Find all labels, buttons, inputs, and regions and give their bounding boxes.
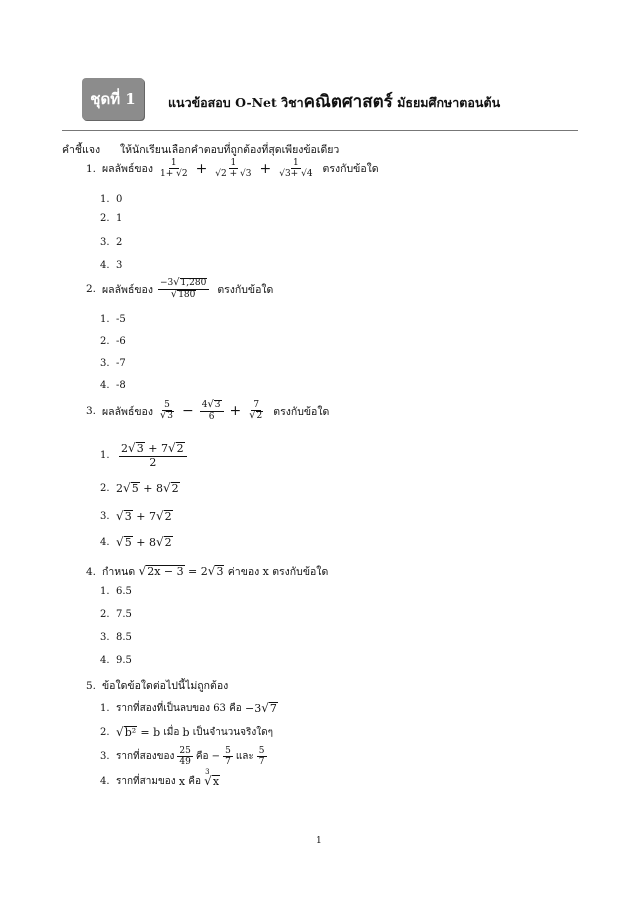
choice-text-2: คือ −	[195, 751, 221, 763]
fraction-25-49	[177, 746, 192, 768]
fraction-numerator: 5	[258, 746, 265, 756]
radicand: 5	[131, 482, 139, 495]
radicand: 7	[269, 701, 277, 715]
choice-5-4[interactable]	[100, 767, 220, 789]
radical-sign: √	[207, 563, 216, 578]
coefficient: 7	[148, 510, 156, 524]
fraction-numerator: 7	[253, 400, 260, 410]
fraction-denominator: 1+ √2	[159, 169, 188, 180]
choice-2-1[interactable]	[100, 314, 126, 325]
choice-text-2: เป็นจำนวนจริงใดๆ	[192, 727, 273, 738]
coefficient: 8	[148, 536, 156, 550]
minus-sign: −	[182, 403, 194, 420]
radicand: 2	[171, 482, 179, 495]
question-prefix: ผลลัพธ์ของ	[102, 405, 153, 418]
choice-text: 3	[116, 260, 123, 271]
choice-text: 8.5	[116, 632, 132, 643]
choice-number: 4.	[100, 776, 110, 787]
choice-number: 1.	[100, 586, 110, 597]
choice-text: 7.5	[116, 609, 132, 620]
radicand: 3	[216, 564, 224, 578]
radical-sign: √	[138, 563, 147, 578]
fraction-term-1	[158, 158, 190, 180]
question-suffix: ตรงกับข้อใด	[322, 163, 379, 176]
choice-number: 3.	[100, 632, 110, 643]
choice-text: 1	[116, 213, 123, 224]
set-badge: ชุดที่ 1	[82, 78, 144, 120]
choice-4-3[interactable]	[100, 632, 132, 643]
choice-1-2[interactable]	[100, 213, 122, 224]
fraction-numerator: 1	[293, 158, 299, 168]
instructions-label: คำชี้แจง	[62, 144, 101, 156]
choice-1-4[interactable]	[100, 260, 122, 271]
choice-number: 2.	[100, 483, 110, 495]
choice-4-2[interactable]	[100, 609, 132, 620]
choice-number: 3.	[100, 358, 110, 369]
choice-2-3[interactable]	[100, 358, 126, 369]
choice-2-4[interactable]	[100, 380, 126, 391]
fraction-numerator	[158, 278, 209, 290]
choice-number: 3.	[100, 751, 110, 763]
coefficient: 2	[121, 442, 128, 455]
radicand: 2	[164, 510, 172, 523]
coefficient: 7	[160, 442, 168, 455]
choice-text: 2	[116, 237, 123, 248]
instructions-text: ให้นักเรียนเลือกคำตอบที่ถูกต้องที่สุดเพียงข้อเดียว	[120, 144, 340, 156]
radical-sign: √	[162, 481, 171, 495]
choice-5-2[interactable]	[100, 725, 273, 740]
question-prefix: กำหนด	[102, 566, 136, 578]
fraction-numerator	[200, 400, 224, 412]
question-1	[86, 158, 379, 180]
choice-number: 4.	[100, 380, 110, 391]
choice-number: 3.	[100, 511, 110, 523]
choice-text: -7	[116, 358, 126, 369]
radicand: 1,280	[180, 278, 207, 288]
choice-fraction	[119, 442, 187, 469]
choice-number: 4.	[100, 537, 110, 549]
choice-3-3[interactable]: 3. √ 3 + 7 √ 2	[100, 509, 172, 524]
radical-sign: √	[116, 724, 124, 739]
radical-sign: √	[155, 509, 164, 523]
coefficient: −3	[244, 702, 262, 715]
radical-sign: √	[167, 441, 176, 455]
radicand: 2	[164, 536, 172, 549]
question-suffix: ตรงกับข้อใด	[272, 566, 329, 578]
radical-sign: √	[155, 535, 164, 549]
fraction-term-3	[247, 400, 265, 422]
choice-number: 1.	[100, 450, 110, 462]
question-4	[86, 563, 328, 580]
fraction-numerator: 25	[179, 746, 191, 756]
fraction-term-2	[213, 158, 253, 180]
choice-3-4[interactable]: 4. √ 5 + 8 √ 2	[100, 535, 172, 550]
plus-sign: +	[195, 160, 208, 177]
radical-sign: √	[159, 410, 167, 422]
page-number: 1	[316, 836, 322, 846]
title-part2: มัธยมศึกษาตอนต้น	[392, 95, 501, 110]
choice-number: 2.	[100, 727, 110, 738]
root-index: 3	[205, 767, 210, 776]
fraction-denominator: √2 + √3	[215, 169, 252, 180]
question-2	[86, 278, 273, 301]
radicand: 180	[178, 289, 196, 300]
radicand: 3	[167, 411, 173, 422]
choice-number: 1.	[100, 703, 110, 714]
choice-number: 1.	[100, 194, 110, 205]
radical-sign: √	[170, 288, 178, 300]
question-5	[86, 677, 228, 694]
variable: x	[262, 565, 269, 578]
question-3	[86, 400, 329, 422]
choice-text: รากที่สามของ	[116, 776, 176, 787]
fraction-denominator: 7	[258, 757, 265, 768]
choice-text: รากที่สองที่เป็นลบของ 63 คือ	[116, 703, 242, 714]
choice-4-1[interactable]	[100, 586, 132, 597]
question-number: 1.	[86, 162, 97, 175]
plus-sign: +	[259, 160, 272, 177]
fraction-term-3	[277, 158, 314, 180]
radical-sign: √	[128, 441, 136, 455]
plus-sign: +	[229, 403, 242, 420]
choice-number: 1.	[100, 314, 110, 325]
choice-number: 2.	[100, 213, 110, 224]
title-subject: คณิตศาสตร์	[303, 92, 393, 112]
choice-number: 4.	[100, 655, 110, 666]
equation-rhs: = 2	[188, 565, 208, 578]
question-text: ข้อใดข้อใดต่อไปนี้ไม่ถูกต้อง	[102, 680, 229, 692]
coefficient: 8	[155, 482, 163, 496]
fraction-denominator	[169, 290, 198, 301]
fraction-5-7	[257, 746, 267, 768]
radicand: 2	[176, 442, 184, 455]
question-number: 2.	[86, 283, 97, 296]
choice-1-1[interactable]	[100, 194, 122, 205]
fraction-numerator: 5	[164, 400, 170, 410]
radicand: b²	[124, 725, 137, 739]
radical-sign: √	[116, 535, 124, 549]
variable: x	[178, 775, 186, 788]
choice-5-3[interactable]	[100, 746, 270, 768]
fraction-denominator: √3+ √4	[279, 169, 313, 180]
choice-1-3[interactable]	[100, 237, 122, 248]
choice-text: 6.5	[116, 586, 132, 597]
question-number: 4.	[86, 565, 97, 578]
radical-sign: √	[261, 700, 269, 715]
question-number: 3.	[86, 405, 97, 418]
coefficient: 2	[116, 482, 123, 496]
choice-text: เมื่อ	[163, 727, 180, 738]
instructions	[62, 141, 339, 158]
cube-root	[204, 767, 220, 788]
question-number: 5.	[86, 679, 97, 692]
fraction-denominator: 6	[208, 411, 215, 422]
fraction-numerator: 1	[170, 158, 177, 168]
title-part1: แนวข้อสอบ O-Net วิชา	[168, 95, 304, 110]
coefficient: 4	[201, 400, 208, 410]
choice-number: 4.	[100, 260, 110, 271]
choice-text: 0	[116, 194, 123, 205]
question-prefix: ผลลัพธ์ของ	[102, 163, 153, 176]
choice-number: 2.	[100, 336, 110, 347]
choice-3-1[interactable]	[100, 442, 190, 469]
radicand: 3	[124, 510, 132, 523]
radicand: 3	[214, 400, 221, 410]
fraction-numerator: 2 √ 3 + 7 √ 2	[119, 442, 187, 457]
fraction-denominator	[247, 411, 265, 422]
question-middle: ค่าของ	[227, 566, 260, 578]
choice-2-2[interactable]	[100, 336, 126, 347]
radical-sign: √	[173, 277, 180, 288]
question-prefix: ผลลัพธ์ของ	[102, 283, 153, 296]
header-divider	[62, 130, 578, 131]
radical-sign: √	[116, 509, 124, 523]
page-title	[168, 88, 500, 115]
variable: b	[182, 726, 190, 739]
choice-3-2[interactable]: 2. 2 √ 5 + 8 √ 2	[100, 481, 179, 496]
fraction-denominator: 49	[179, 757, 191, 768]
choice-text: 9.5	[116, 655, 132, 666]
radical-sign: √	[249, 410, 256, 422]
equation: = b	[140, 726, 161, 739]
choice-text: -8	[116, 380, 126, 391]
radicand: 2	[256, 411, 263, 422]
fraction-numerator: 1	[230, 158, 237, 168]
fraction-denominator: 7	[225, 757, 231, 768]
choice-text: -6	[116, 336, 126, 347]
radicand: 2x − 3	[147, 564, 184, 578]
question-suffix: ตรงกับข้อใด	[217, 283, 274, 296]
radical-sign: √	[204, 773, 212, 788]
question-suffix: ตรงกับข้อใด	[273, 405, 330, 418]
coefficient: −3	[159, 278, 174, 288]
radicand: 3	[136, 442, 144, 455]
radicand: 5	[124, 536, 132, 549]
choice-text-2: คือ	[188, 776, 201, 787]
radical-fraction	[158, 278, 209, 301]
radical-sign: √	[207, 399, 214, 410]
fraction-term-2	[200, 400, 224, 422]
choice-4-4[interactable]	[100, 655, 132, 666]
fraction-term-1	[158, 400, 176, 422]
choice-number: 3.	[100, 237, 110, 248]
radicand: x	[212, 774, 220, 788]
choice-text: รากที่สองของ	[116, 751, 175, 763]
fraction-numerator: 5	[225, 746, 231, 756]
fraction-denominator: 2	[149, 455, 157, 469]
choice-text: -5	[116, 314, 126, 325]
radical-sign: √	[123, 481, 131, 495]
choice-text-3: และ	[235, 751, 254, 763]
choice-number: 2.	[100, 609, 110, 620]
fraction-5-7-neg	[223, 746, 233, 768]
fraction-denominator	[158, 411, 176, 422]
choice-5-1[interactable]	[100, 701, 278, 716]
